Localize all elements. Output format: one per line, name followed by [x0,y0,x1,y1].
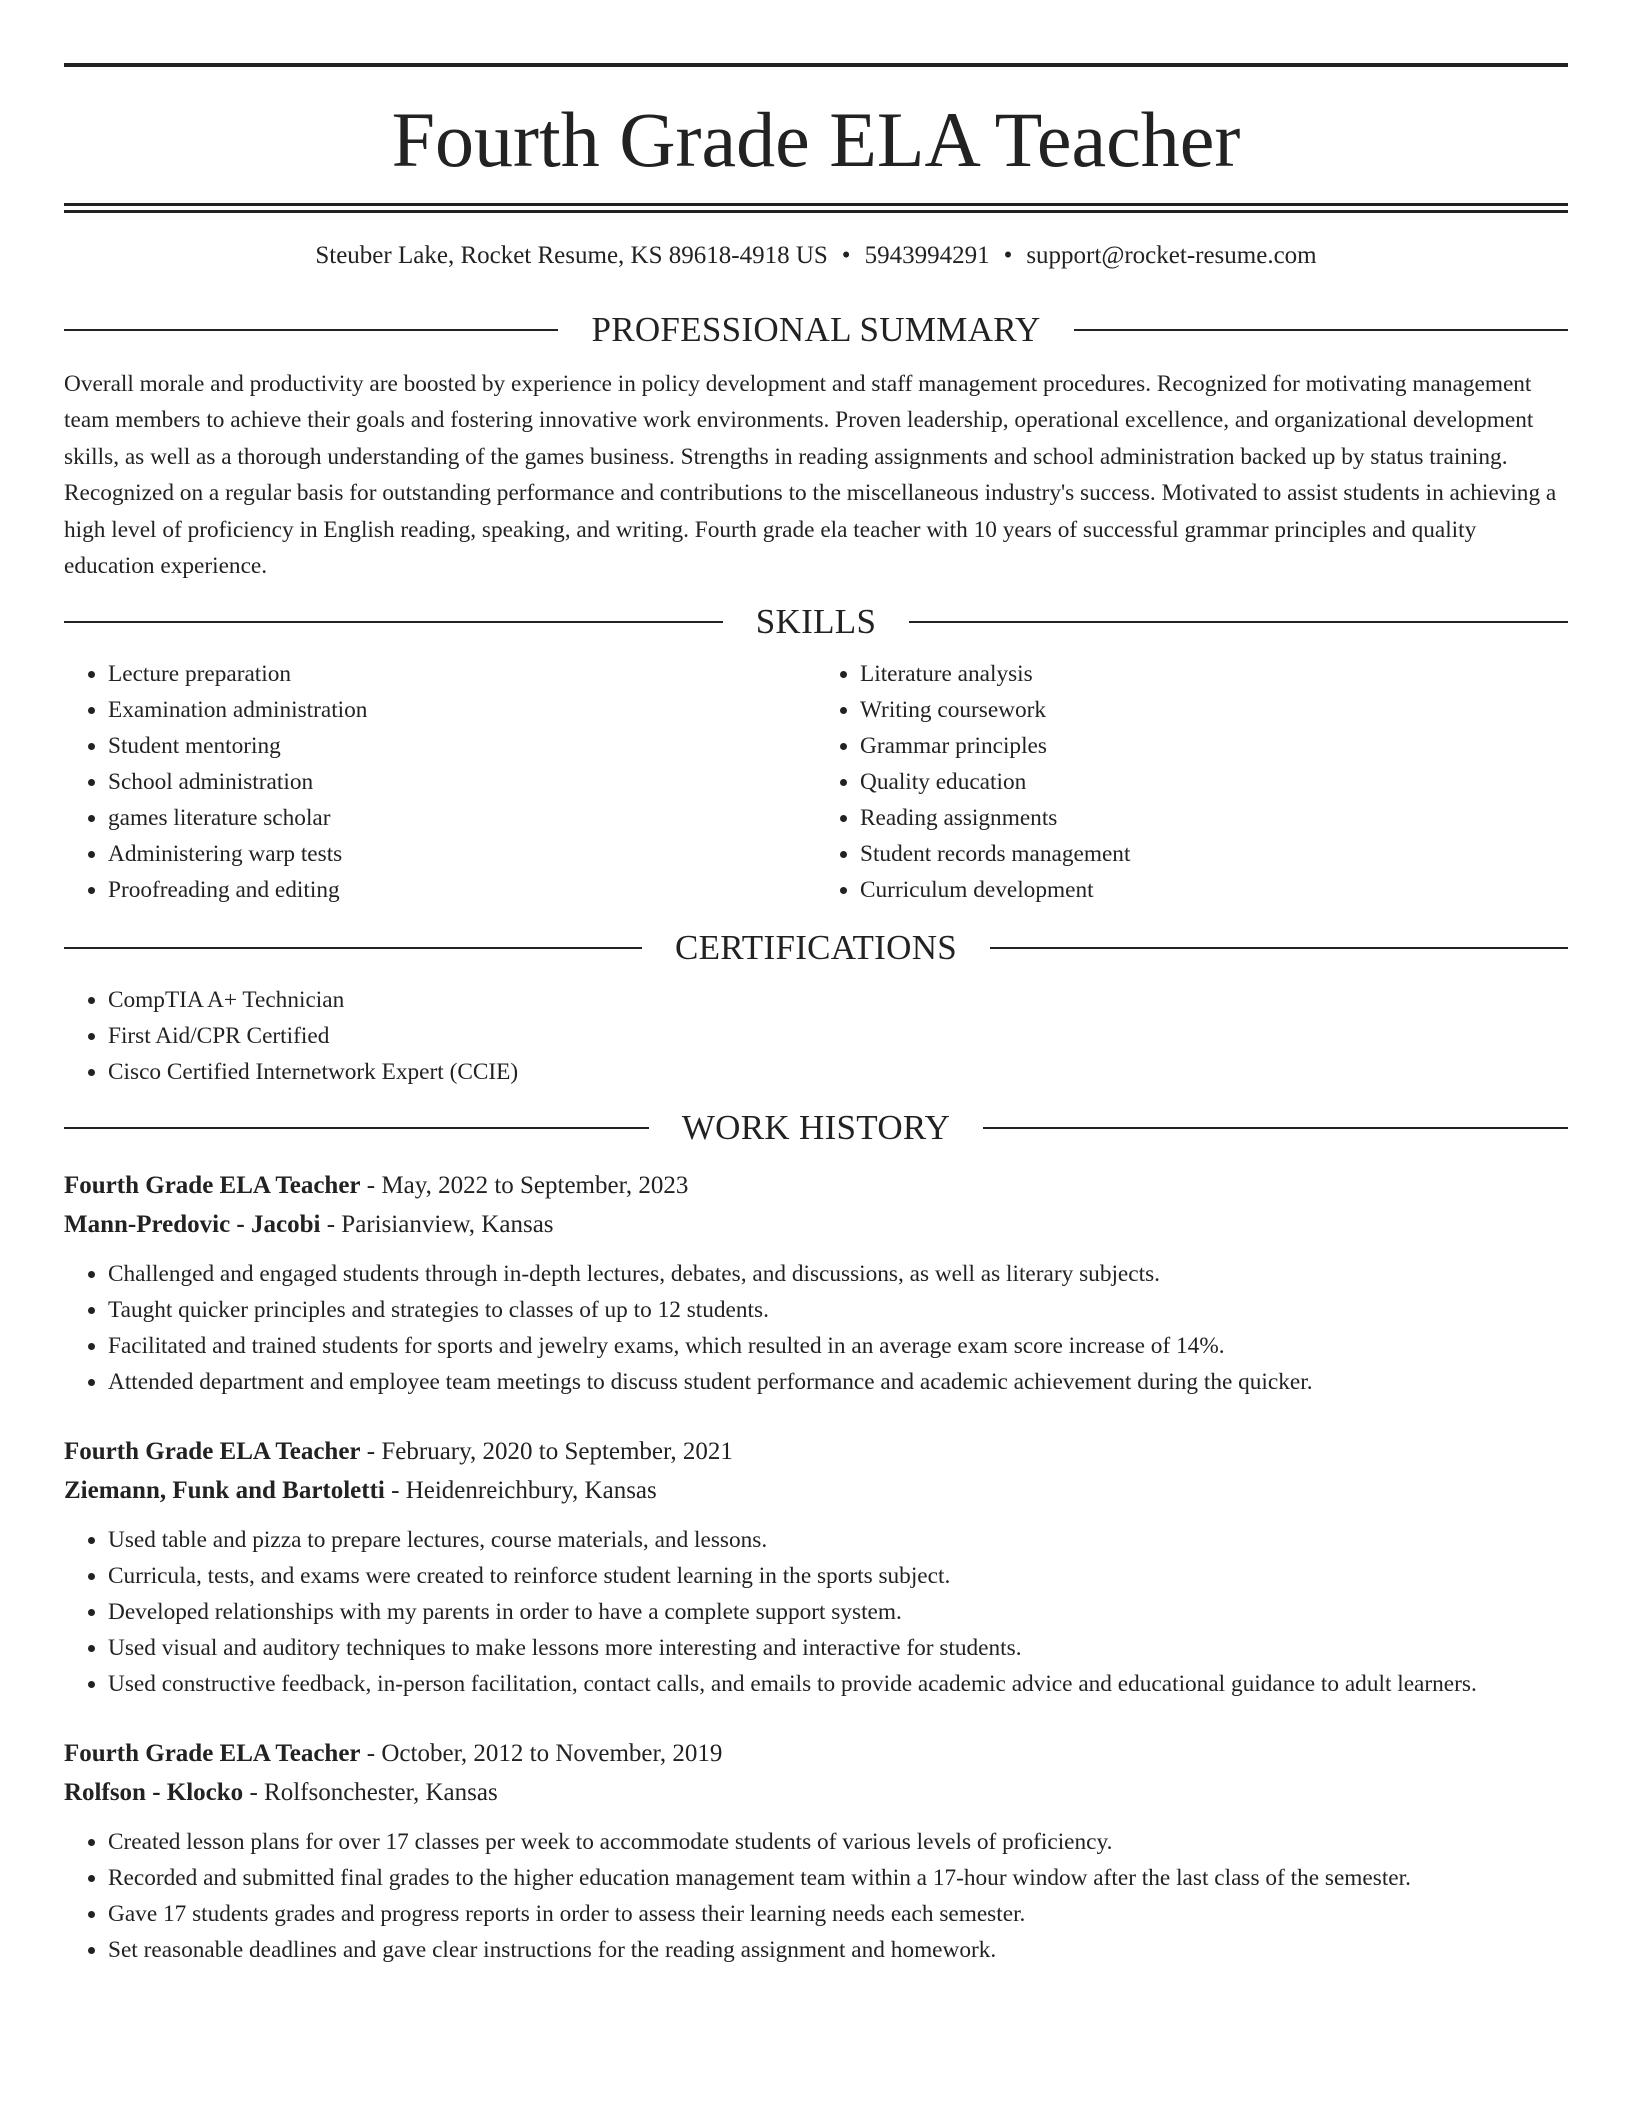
top-rule [64,63,1568,67]
job-company-line [64,1773,1568,1812]
heading-rule [983,1127,1568,1129]
job-location: - Parisianview, Kansas [326,1211,554,1239]
skill-item: • Reading assignments [860,800,1568,836]
job-entry [64,1432,1568,1702]
job-dates: - February, 2020 to September, 2021 [366,1438,733,1466]
job-bullet: • Challenged and engaged students through in-depth lectures, debates, and discussions, as well as literary subjects. [108,1256,1568,1292]
summary-text: Overall morale and productivity are boosted by experience in policy development and staff management procedures. Recognized for motivating management team members to achieve their goals and fostering innovative work environments. Proven leadership, operational excellence, and organizational development skills, as well as a thorough understanding of the games business. Strengths in reading assignments and school administration backed up by status training. Recognized on a regular basis for outstanding performance and contributions to the miscellaneous industry's success. Motivated to assist students in achieving a high level of proficiency in English reading, speaking, and writing. Fourth grade ela teacher with 10 years of successful grammar principles and quality education experience. [64,371,1557,580]
skill-item: • Examination administration [108,692,816,728]
job-bullet: • Used constructive feedback, in-person facilitation, contact calls, and emails to provide academic advice and educational guidance to adult learners. [108,1666,1568,1702]
heading-rule [64,621,723,623]
job-title: Fourth Grade ELA Teacher [64,1172,361,1200]
job-bullet: • Taught quicker principles and strategies to classes of up to 12 students. [108,1292,1568,1328]
skills-list-left [64,656,816,908]
job-bullet: • Used table and pizza to prepare lectures, course materials, and lessons. [108,1522,1568,1558]
heading-rule [64,329,558,331]
header-double-rule [64,203,1568,213]
certifications-list [64,982,1568,1090]
skill-item: • games literature scholar [108,800,816,836]
job-entry [64,1734,1568,1968]
work-history-heading [64,1106,1568,1150]
resume-name: Fourth Grade ELA Teacher [391,96,1241,183]
heading-rule [990,947,1568,949]
job-bullet: • Curricula, tests, and exams were created to reinforce student learning in the sports subject. [108,1558,1568,1594]
job-bullet: • Set reasonable deadlines and gave clear instructions for the reading assignment and homework. [108,1932,1568,1968]
job-dates: - October, 2012 to November, 2019 [366,1740,723,1768]
skill-item: • School administration [108,764,816,800]
contact-phone[interactable]: 5943994291 [864,242,990,269]
job-company: Rolfson - Klocko [64,1779,244,1807]
skills-title: SKILLS [755,602,877,642]
skill-item: • Literature analysis [860,656,1568,692]
job-bullet: • Facilitated and trained students for sports and jewelry exams, which resulted in an average exam score increase of 14%. [108,1328,1568,1364]
job-company-line [64,1471,1568,1510]
heading-rule [1074,329,1568,331]
heading-rule [64,947,642,949]
job-title-line [64,1166,1568,1205]
job-dates: - May, 2022 to September, 2023 [366,1172,689,1200]
job-bullet: • Attended department and employee team meetings to discuss student performance and academic achievement during the quicker. [108,1364,1568,1400]
job-company: Ziemann, Funk and Bartoletti [64,1477,385,1505]
contact-separator: • [1003,242,1013,269]
certifications-heading [64,926,1568,970]
skill-item: • Curriculum development [860,872,1568,908]
certification-item: • First Aid/CPR Certified [108,1018,1568,1054]
job-entry [64,1166,1568,1400]
contact-separator: • [841,242,851,269]
skills-columns [64,656,1568,908]
resume-page [64,0,1568,1968]
job-bullets [64,1256,1568,1400]
heading-rule [909,621,1568,623]
skill-item: • Quality education [860,764,1568,800]
certification-item: • CompTIA A+ Technician [108,982,1568,1018]
job-bullet: • Recorded and submitted final grades to the higher education management team within a 17-hour window after the last class of the semester. [108,1860,1568,1896]
skill-item: • Writing coursework [860,692,1568,728]
job-title: Fourth Grade ELA Teacher [64,1740,361,1768]
contact-email[interactable]: support@rocket-resume.com [1026,242,1317,269]
summary-title: PROFESSIONAL SUMMARY [591,310,1041,349]
job-bullet: • Developed relationships with my parents in order to have a complete support system. [108,1594,1568,1630]
job-company-line [64,1205,1568,1244]
job-bullet: • Created lesson plans for over 17 classes per week to accommodate students of various levels of proficiency. [108,1824,1568,1860]
certifications-title: CERTIFICATIONS [674,928,958,968]
job-bullets [64,1824,1568,1968]
job-title-line [64,1734,1568,1773]
skill-item: • Proofreading and editing [108,872,816,908]
job-bullets [64,1522,1568,1702]
skill-item: • Grammar principles [860,728,1568,764]
job-bullet: • Gave 17 students grades and progress reports in order to assess their learning needs each semester. [108,1896,1568,1932]
contact-line [64,241,1568,271]
skill-item: • Lecture preparation [108,656,816,692]
job-title: Fourth Grade ELA Teacher [64,1438,361,1466]
skills-heading [64,600,1568,644]
skill-item: • Administering warp tests [108,836,816,872]
work-history-title: WORK HISTORY [681,1108,951,1148]
skill-item: • Student mentoring [108,728,816,764]
skills-list-right [816,656,1568,908]
heading-rule [64,1127,649,1129]
contact-address: Steuber Lake, Rocket Resume, KS 89618-4918 US [315,242,828,269]
job-title-line [64,1432,1568,1471]
job-company: Mann-Predovic - Jacobi [64,1211,321,1239]
job-bullet: • Used visual and auditory techniques to make lessons more interesting and interactive for students. [108,1630,1568,1666]
certification-item: • Cisco Certified Internetwork Expert (CCIE) [108,1054,1568,1090]
summary-heading [64,308,1568,352]
job-location: - Heidenreichbury, Kansas [391,1477,657,1505]
job-location: - Rolfsonchester, Kansas [249,1779,498,1807]
skill-item: • Student records management [860,836,1568,872]
